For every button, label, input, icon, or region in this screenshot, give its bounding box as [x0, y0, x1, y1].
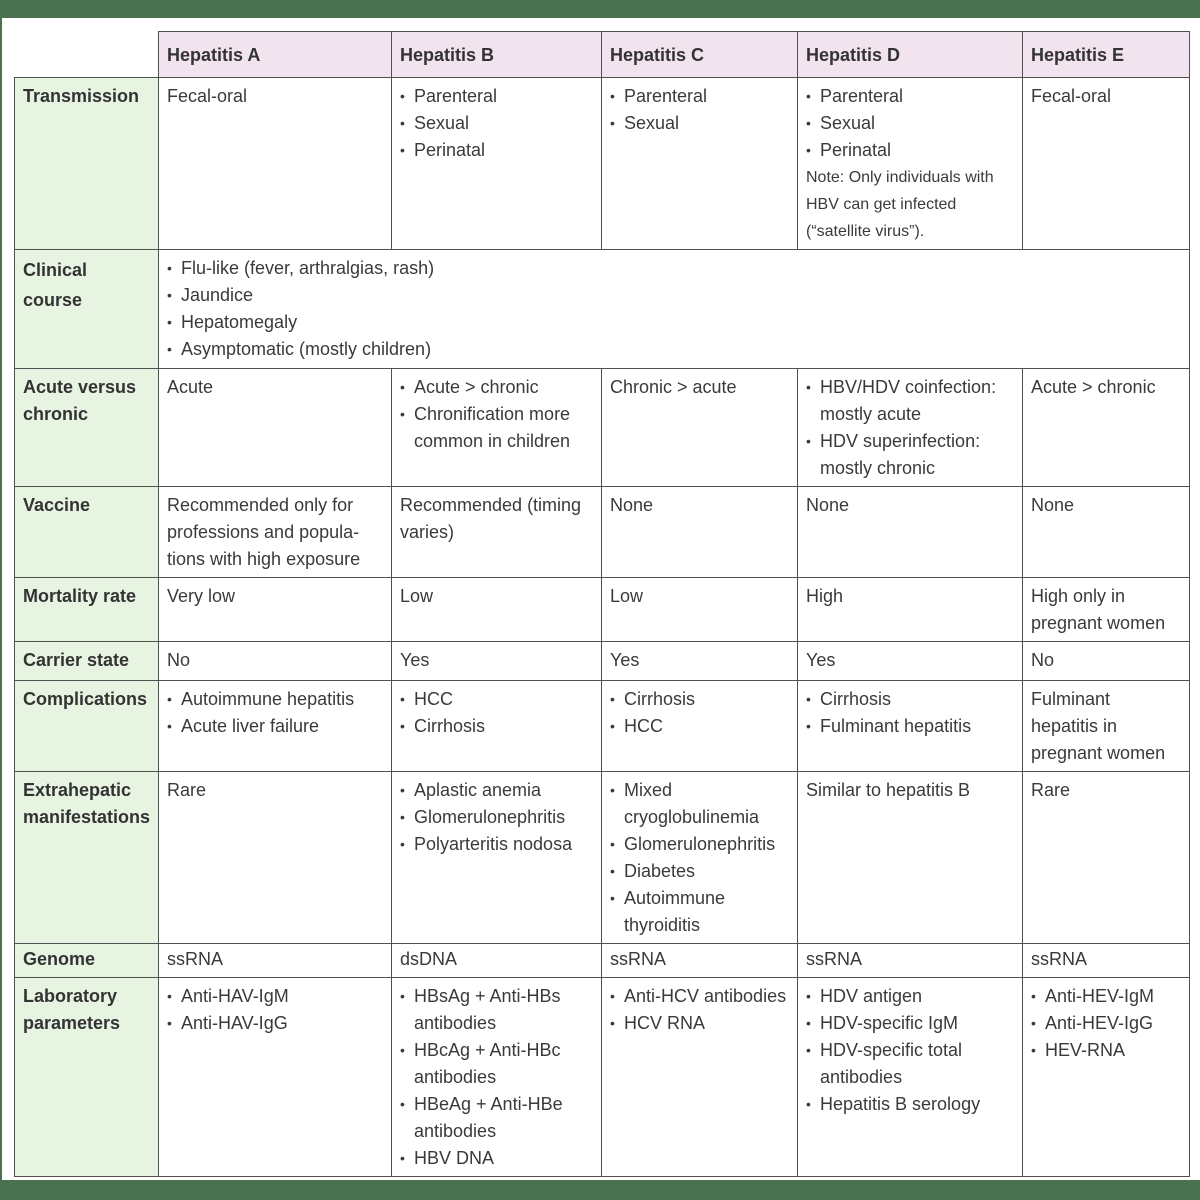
- list-item: • Anti-HEV-IgM: [1031, 983, 1181, 1010]
- bullet-list: [610, 83, 789, 137]
- table-row-complications: [15, 681, 1190, 772]
- bullet-list: [167, 983, 383, 1037]
- cell-genome-e: ssRNA: [1023, 944, 1190, 978]
- list-item: • Flu-like (fever, arthralgias, rash): [167, 255, 1181, 282]
- list-item: • HCV RNA: [610, 1010, 789, 1037]
- list-item: • Anti-HAV-IgG: [167, 1010, 383, 1037]
- cell-carrier-e: No: [1023, 642, 1190, 681]
- cell-transmission-d: [798, 78, 1023, 250]
- cell-lab-b: [392, 978, 602, 1177]
- list-item: • HEV-RNA: [1031, 1037, 1181, 1064]
- cell-lab-d: [798, 978, 1023, 1177]
- cell-mortality-b: Low: [392, 578, 602, 642]
- cell-complications-a: [159, 681, 392, 772]
- header-row: [15, 32, 1190, 78]
- list-item: • Sexual: [806, 110, 1014, 137]
- table-row-carrier-state: [15, 642, 1190, 681]
- list-item: • HDV-specific total antibodies: [806, 1037, 1014, 1091]
- list-item: • Perinatal: [806, 137, 1014, 164]
- table-row-clinical-course: [15, 250, 1190, 369]
- list-item: • Anti-HEV-IgG: [1031, 1010, 1181, 1037]
- list-item: • Jaundice: [167, 282, 1181, 309]
- cell-carrier-a: No: [159, 642, 392, 681]
- cell-mortality-e: High only in pregnant women: [1023, 578, 1190, 642]
- list-item: • Polyarteritis nodosa: [400, 831, 593, 858]
- bullet-list: [610, 983, 789, 1037]
- list-item: • HBeAg + Anti-HBe antibodies: [400, 1091, 593, 1145]
- list-item: • HDV-specific IgM: [806, 1010, 1014, 1037]
- cell-carrier-d: Yes: [798, 642, 1023, 681]
- list-item: • Acute liver failure: [167, 713, 383, 740]
- table-row-acute-vs-chronic: [15, 369, 1190, 487]
- row-header-clinical-course: [15, 250, 159, 369]
- cell-vaccine-a: Recommended only for professions and popula-tions with high exposure: [159, 487, 392, 578]
- list-item: • Anti-HAV-IgM: [167, 983, 383, 1010]
- cell-vaccine-d: None: [798, 487, 1023, 578]
- list-item: • Hepatitis B serology: [806, 1091, 1014, 1118]
- table-row-vaccine: [15, 487, 1190, 578]
- table-row-genome: [15, 944, 1190, 978]
- list-item: • Aplastic anemia: [400, 777, 593, 804]
- list-item: • Parenteral: [806, 83, 1014, 110]
- row-header-mortality-rate: Mortality rate: [15, 578, 159, 642]
- left-frame-strip: [0, 0, 2, 1200]
- cell-complications-c: [602, 681, 798, 772]
- bullet-list: [400, 777, 593, 858]
- bullet-list: [806, 983, 1014, 1118]
- cell-vaccine-e: None: [1023, 487, 1190, 578]
- corner-cell: [15, 32, 159, 78]
- list-item: • Chronification more common in children: [400, 401, 593, 455]
- cell-extrahepatic-a: Rare: [159, 772, 392, 944]
- satellite-virus-note: Note: Only individuals with HBV can get infected (“satellite virus”).: [806, 169, 994, 240]
- cell-transmission-b: [392, 78, 602, 250]
- cell-complications-b: [392, 681, 602, 772]
- list-item: • Cirrhosis: [806, 686, 1014, 713]
- row-header-extrahepatic-manifestations: Extrahepatic manifestations: [15, 772, 159, 944]
- table-row-transmission: [15, 78, 1190, 250]
- row-header-carrier-state: Carrier state: [15, 642, 159, 681]
- cell-acute-b: [392, 369, 602, 487]
- list-item: • Parenteral: [400, 83, 593, 110]
- row-header-label: Clinical course: [23, 260, 88, 310]
- bullet-list: [1031, 983, 1181, 1064]
- cell-mortality-d: High: [798, 578, 1023, 642]
- bullet-list: [610, 686, 789, 740]
- list-item: • Cirrhosis: [610, 686, 789, 713]
- list-item: • Asymptomatic (mostly children): [167, 336, 1181, 363]
- row-header-laboratory-parameters: Laboratory parameters: [15, 978, 159, 1177]
- list-item: • HDV antigen: [806, 983, 1014, 1010]
- column-header-hepatitis-a: Hepatitis A: [159, 32, 392, 78]
- cell-carrier-b: Yes: [392, 642, 602, 681]
- bullet-list: [400, 983, 593, 1172]
- list-item: • Sexual: [610, 110, 789, 137]
- hepatitis-comparison-table: [14, 31, 1190, 1177]
- cell-mortality-c: Low: [602, 578, 798, 642]
- list-item: • HCC: [610, 713, 789, 740]
- table-row-extrahepatic-manifestations: [15, 772, 1190, 944]
- list-item: • HBV DNA: [400, 1145, 593, 1172]
- column-header-hepatitis-b: Hepatitis B: [392, 32, 602, 78]
- cell-mortality-a: Very low: [159, 578, 392, 642]
- bullet-list: [400, 374, 593, 455]
- list-item: • Cirrhosis: [400, 713, 593, 740]
- list-item: • Acute > chronic: [400, 374, 593, 401]
- list-item: • Autoimmune hepatitis: [167, 686, 383, 713]
- cell-extrahepatic-b: [392, 772, 602, 944]
- bullet-list: [167, 686, 383, 740]
- list-item: • Sexual: [400, 110, 593, 137]
- cell-lab-c: [602, 978, 798, 1177]
- table-row-mortality-rate: [15, 578, 1190, 642]
- cell-vaccine-b: Recommended (timing varies): [392, 487, 602, 578]
- cell-extrahepatic-e: Rare: [1023, 772, 1190, 944]
- bullet-list: [806, 83, 1014, 164]
- list-item: • HCC: [400, 686, 593, 713]
- column-header-hepatitis-d: Hepatitis D: [798, 32, 1023, 78]
- cell-genome-a: ssRNA: [159, 944, 392, 978]
- list-item: • HBcAg + Anti-HBc antibodies: [400, 1037, 593, 1091]
- cell-lab-a: [159, 978, 392, 1177]
- cell-extrahepatic-d: Similar to hepatitis B: [798, 772, 1023, 944]
- bottom-frame-bar: [0, 1180, 1200, 1200]
- table-row-laboratory-parameters: [15, 978, 1190, 1177]
- cell-transmission-e: Fecal-oral: [1023, 78, 1190, 250]
- cell-genome-b: dsDNA: [392, 944, 602, 978]
- list-item: • Glomerulonephritis: [400, 804, 593, 831]
- list-item: • HDV superinfection: mostly chronic: [806, 428, 1014, 482]
- bullet-list: [806, 374, 1014, 482]
- list-item: • Perinatal: [400, 137, 593, 164]
- list-item: • Mixed cryoglobulinemia: [610, 777, 795, 831]
- list-item: • Autoimmune thyroiditis: [610, 885, 795, 939]
- cell-transmission-c: [602, 78, 798, 250]
- cell-acute-d: [798, 369, 1023, 487]
- column-header-hepatitis-e: Hepatitis E: [1023, 32, 1190, 78]
- cell-acute-a: Acute: [159, 369, 392, 487]
- bullet-list: [400, 686, 593, 740]
- cell-acute-e: Acute > chronic: [1023, 369, 1190, 487]
- list-item: • HBsAg + Anti-HBs antibodies: [400, 983, 593, 1037]
- row-header-genome: Genome: [15, 944, 159, 978]
- cell-clinical-course-all: [159, 250, 1190, 369]
- cell-genome-c: ssRNA: [602, 944, 798, 978]
- list-item: • Glomerulonephritis: [610, 831, 795, 858]
- bullet-list: [806, 686, 1014, 740]
- row-header-vaccine: Vaccine: [15, 487, 159, 578]
- column-header-hepatitis-c: Hepatitis C: [602, 32, 798, 78]
- cell-complications-d: [798, 681, 1023, 772]
- list-item: • Parenteral: [610, 83, 789, 110]
- bullet-list: [400, 83, 593, 164]
- cell-acute-c: Chronic > acute: [602, 369, 798, 487]
- list-item: • Diabetes: [610, 858, 795, 885]
- list-item: • Fulminant hepatitis: [806, 713, 1014, 740]
- cell-lab-e: [1023, 978, 1190, 1177]
- row-header-transmission: Transmission: [15, 78, 159, 250]
- cell-extrahepatic-c: [602, 772, 798, 944]
- cell-transmission-a: Fecal-oral: [159, 78, 392, 250]
- top-frame-bar: [0, 0, 1200, 18]
- list-item: • Anti-HCV antibodies: [610, 983, 789, 1010]
- cell-complications-e: Fulminant hepatitis in pregnant women: [1023, 681, 1190, 772]
- list-item: • HBV/HDV coinfection: mostly acute: [806, 374, 1014, 428]
- cell-genome-d: ssRNA: [798, 944, 1023, 978]
- bullet-list: [167, 255, 1181, 363]
- cell-carrier-c: Yes: [602, 642, 798, 681]
- cell-vaccine-c: None: [602, 487, 798, 578]
- row-header-complications: Complications: [15, 681, 159, 772]
- row-header-acute-vs-chronic: Acute versus chronic: [15, 369, 159, 487]
- bullet-list: [610, 777, 795, 939]
- list-item: • Hepatomegaly: [167, 309, 1181, 336]
